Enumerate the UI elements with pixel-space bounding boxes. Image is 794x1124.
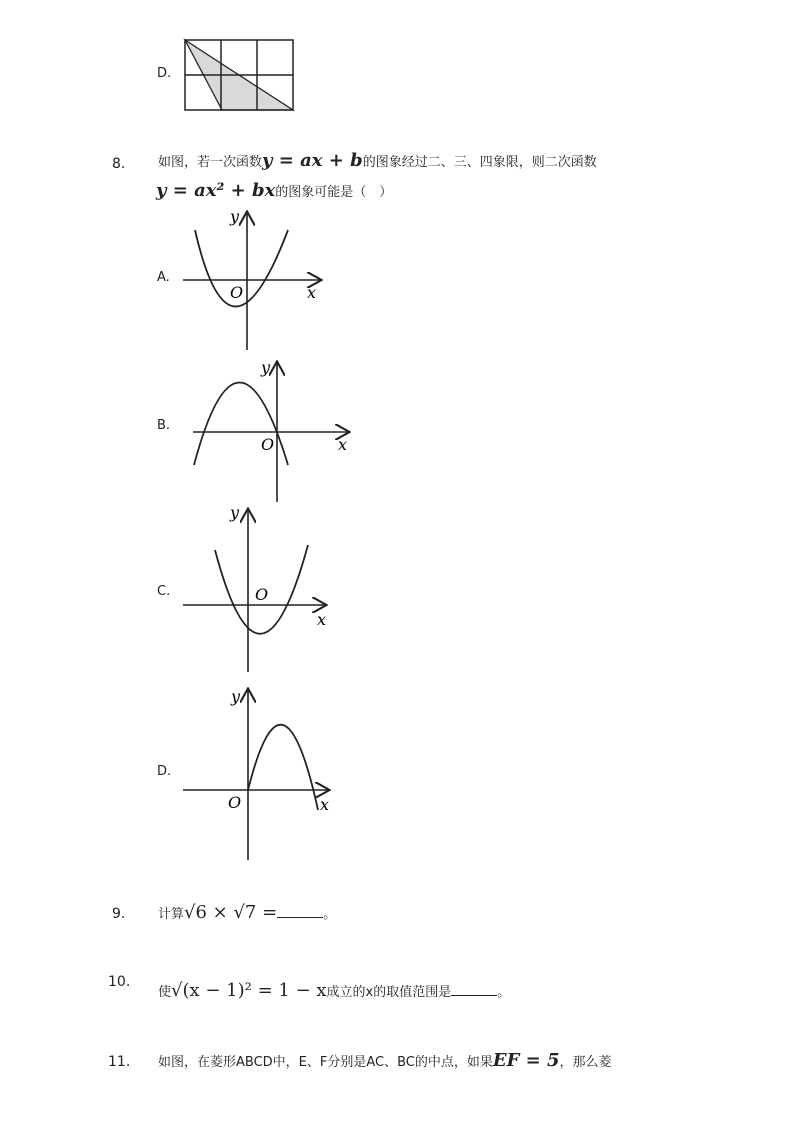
q8-math-linear: y = ax + b — [262, 150, 363, 171]
q9-text-a: 计算 — [158, 907, 185, 922]
x-label: x — [307, 283, 317, 302]
q9-answer-blank — [277, 905, 323, 918]
y-label: y — [230, 503, 240, 522]
q8-option-b-label: B. — [157, 418, 171, 433]
q10-text-a: 使 — [158, 985, 172, 1000]
q11-text — [158, 1050, 612, 1071]
x-label: x — [317, 610, 327, 629]
q10-text-c: 。 — [497, 985, 511, 1000]
q10-math: √(x − 1)² = 1 − x — [171, 980, 327, 1001]
q10-text-b: 成立的x的取值范围是 — [326, 985, 452, 1000]
q10-answer-blank — [451, 983, 497, 996]
q10-text — [158, 980, 510, 1001]
y-label: y — [231, 687, 241, 706]
q8-option-d-label: D. — [157, 764, 172, 779]
origin-label: O — [228, 793, 242, 812]
q8-text-a: 如图，若一次函数 — [158, 155, 263, 170]
q8-option-c-graph — [175, 500, 345, 675]
q8-number: 8. — [112, 156, 126, 172]
q9-number: 9. — [112, 906, 126, 922]
q8-line1 — [158, 150, 597, 171]
q8-text-c: 的图象可能是（ ） — [275, 185, 393, 200]
q9-math: √6 × √7 = — [184, 902, 278, 923]
q9-text — [158, 902, 336, 923]
q11-text-b: ，那么菱 — [559, 1055, 612, 1070]
x-label: x — [338, 435, 348, 454]
q8-math-quadratic: y = ax² + bx — [156, 180, 276, 201]
q8-option-d-graph — [178, 680, 348, 865]
x-label: x — [320, 795, 330, 814]
q8-option-a-label: A. — [157, 270, 170, 285]
q8-text-b: 的图象经过二、三、四象限，则二次函数 — [362, 155, 597, 170]
origin-label: O — [230, 283, 244, 302]
y-label: y — [230, 207, 240, 226]
parabola — [248, 725, 318, 810]
q7-option-d-label: D. — [157, 66, 172, 81]
origin-label: O — [255, 585, 269, 604]
q11-math: EF = 5 — [492, 1050, 560, 1071]
origin-label: O — [261, 435, 275, 454]
q11-number: 11. — [108, 1054, 131, 1070]
q10-number: 10. — [108, 974, 131, 990]
q11-text-a: 如图，在菱形ABCD中，E、F分别是AC、BC的中点，如果 — [158, 1055, 493, 1070]
q8-option-a-graph — [175, 205, 335, 355]
q8-line2 — [156, 180, 392, 201]
q8-option-c-label: C. — [157, 584, 171, 599]
q8-option-b-graph — [188, 355, 358, 505]
q9-text-b: 。 — [323, 907, 337, 922]
y-label: y — [261, 358, 271, 377]
q7-option-d-figure — [180, 36, 298, 116]
